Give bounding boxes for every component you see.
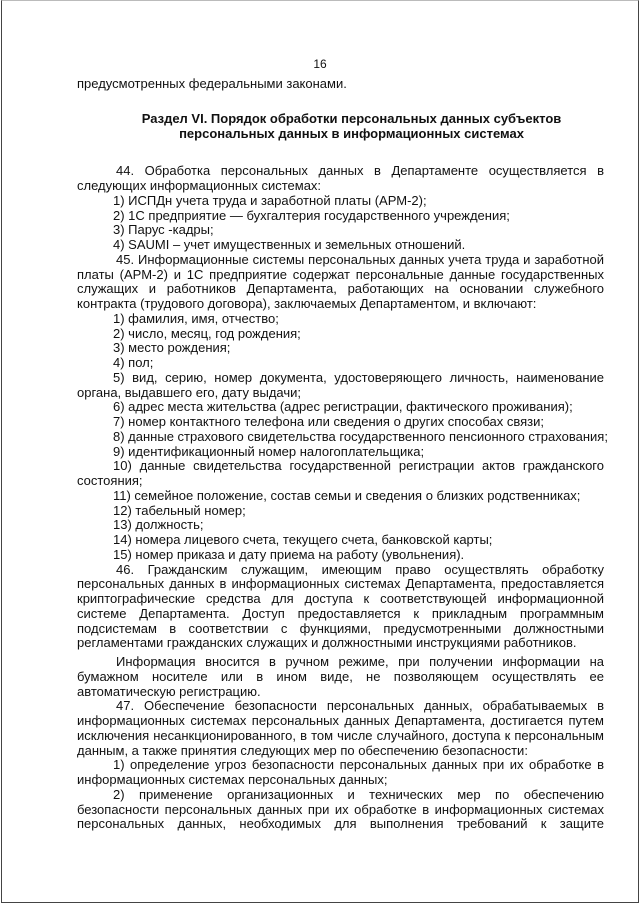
list-item: 7) номер контактного телефона или сведения о других способах связи; bbox=[113, 414, 544, 429]
text-line: системе Департамента. Доступ предоставляется к прикладным программным bbox=[77, 605, 604, 621]
paragraph-first-line: 45. Информационные системы персональных данных учета труда и заработной bbox=[116, 251, 604, 267]
list-item: 6) адрес места жительства (адрес регистрации, фактического проживания); bbox=[113, 399, 573, 415]
list-item: 4) пол; bbox=[113, 355, 154, 370]
text-line: следующих информационных системах: bbox=[77, 178, 322, 193]
list-item: 2) применение организационных и технических мер по обеспечению bbox=[113, 786, 604, 802]
list-item: 13) должность; bbox=[113, 517, 204, 533]
text-line: служащих и работников Департамента, работающих на основании служебного bbox=[77, 281, 604, 297]
list-item: 4) SAUMI – учет имущественных и земельных отношений. bbox=[113, 237, 466, 252]
list-item: 14) номера лицевого счета, текущего счета, банковской карты; bbox=[113, 532, 493, 547]
text-line: регламентами гражданских служащих и должностными инструкциями работников. bbox=[77, 635, 577, 651]
text-line: персональных данных в информационных системах Департамента, предоставляется bbox=[77, 576, 604, 592]
text-line: безопасности персональных данных при их обработке в информационных системах bbox=[77, 801, 604, 817]
text-line: персональных данных, необходимых для выполнения требований к защите bbox=[77, 816, 604, 832]
section-heading-line: Раздел VI. Порядок обработки персональных данных субъектов bbox=[141, 110, 562, 126]
text-line: предусмотренных федеральными законами. bbox=[77, 76, 347, 91]
text-line: информационных системах персональных данных; bbox=[77, 772, 388, 787]
paragraph-first-line: 46. Гражданским служащим, имеющим право осуществлять обработку bbox=[116, 561, 604, 577]
list-item: 10) данные свидетельства государственной регистрации актов гражданского bbox=[113, 458, 604, 474]
text-line: контракта (трудового договора), заключаемых Департаментом, и включают: bbox=[77, 296, 537, 311]
list-item: 3) место рождения; bbox=[113, 340, 231, 356]
list-item: 2) 1С предприятие — бухгалтерия государственного учреждения; bbox=[113, 207, 510, 223]
list-item: 8) данные страхового свидетельства государственного пенсионного страхования; bbox=[113, 428, 608, 444]
section-heading bbox=[77, 112, 604, 142]
document-page bbox=[1, 0, 639, 903]
list-item: 2) число, месяц, год рождения; bbox=[113, 325, 301, 341]
text-line: исключения несанкционированного, в том числе случайного, доступа к персональным bbox=[77, 727, 604, 743]
text-line: данным, а также принятия следующих мер по обеспечению безопасности: bbox=[77, 742, 528, 758]
document-body bbox=[77, 76, 608, 832]
list-item: 5) вид, серию, номер документа, удостоверяющего личность, наименование bbox=[113, 369, 604, 385]
list-item: 1) фамилия, имя, отчество; bbox=[113, 310, 279, 326]
list-item: 3) Парус -кадры; bbox=[113, 222, 214, 238]
list-item: 11) семейное положение, состав семьи и сведения о близких родственниках; bbox=[113, 487, 581, 503]
paragraph-first-line: 47. Обеспечение безопасности персональных данных, обрабатываемых в bbox=[116, 698, 604, 714]
text-line: криптографические средства для доступа к соответствующей информационной bbox=[77, 591, 604, 606]
text-line: состояния; bbox=[77, 473, 143, 488]
paragraph-first-line: Информация вносится в ручном режиме, при получении информации на bbox=[116, 654, 604, 669]
list-item: 1) определение угроз безопасности персональных данных при их обработке в bbox=[113, 757, 604, 773]
list-item: 12) табельный номер; bbox=[113, 502, 246, 518]
paragraph-first-line: 44. Обработка персональных данных в Департаменте осуществляется в bbox=[116, 163, 604, 179]
text-line: подсистемам в соответствии с функциями, предусмотренными должностными bbox=[77, 620, 604, 636]
text-line: бумажном носителе или в ином виде, не позволяющем осуществлять ее bbox=[77, 668, 604, 684]
list-item: 15) номер приказа и дату приема на работу (увольнения). bbox=[113, 546, 465, 562]
page-number: 16 bbox=[313, 57, 327, 71]
text-line: автоматическую регистрацию. bbox=[77, 683, 261, 699]
text-line: платы (АРМ-2) и 1С предприятие содержат персональные данные государственных bbox=[77, 266, 604, 282]
section-heading-line: персональных данных в информационных системах bbox=[179, 125, 524, 141]
text-line: органа, выдавшего его, дату выдачи; bbox=[77, 384, 302, 400]
list-item: 1) ИСПДн учета труда и заработной платы (АРМ-2); bbox=[113, 192, 427, 208]
text-line: информационных системах персональных данных Департамента, достигается путем bbox=[77, 713, 604, 728]
list-item: 9) идентификационный номер налогоплательщика; bbox=[113, 443, 425, 459]
